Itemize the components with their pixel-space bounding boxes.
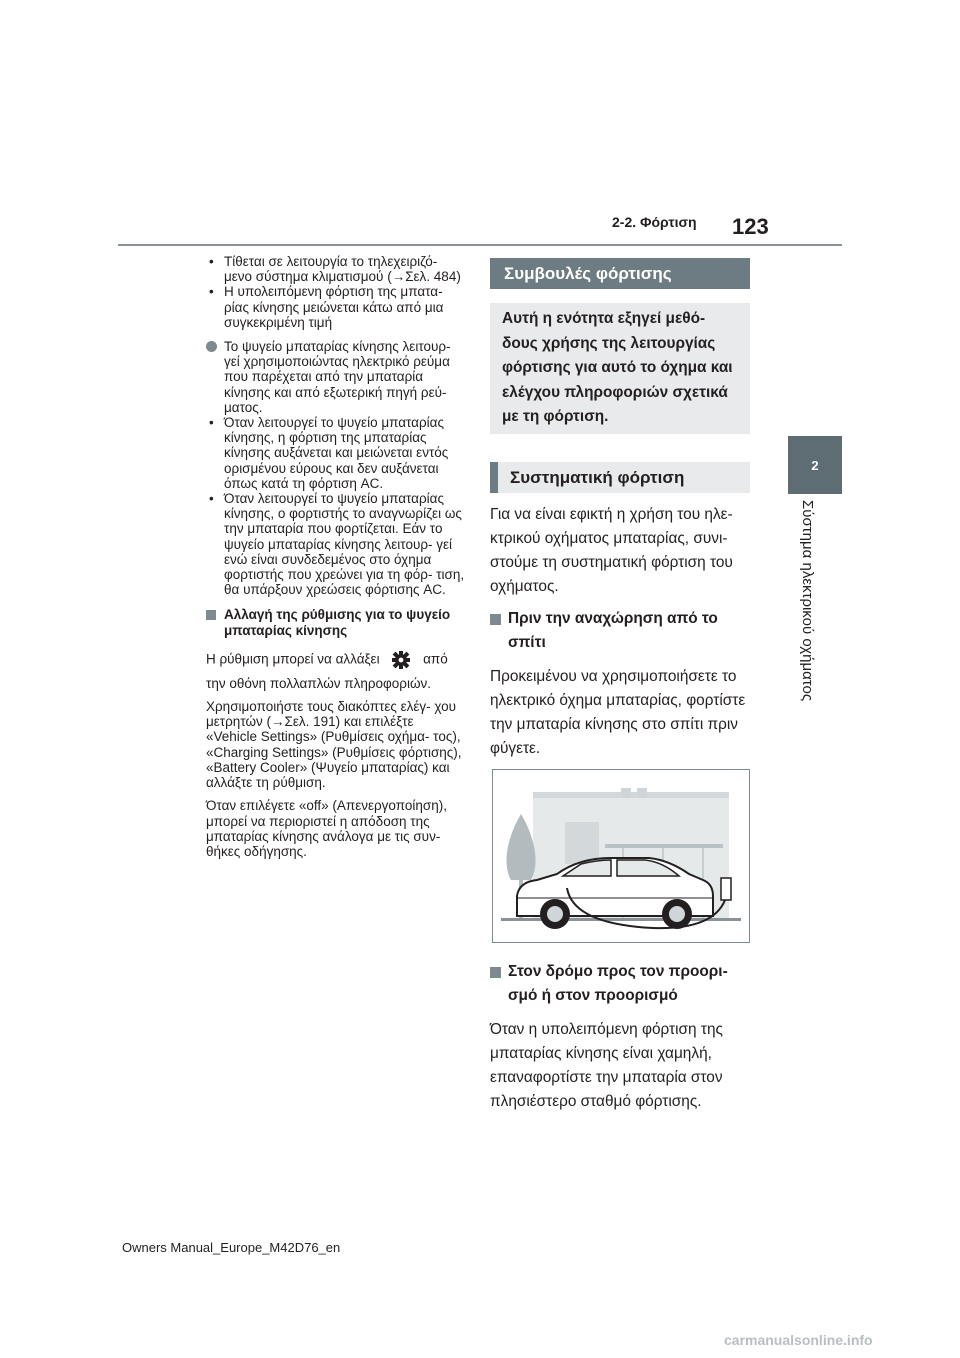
setting-text-before: Η ρύθμιση μπορεί να αλλάξει bbox=[206, 651, 380, 667]
bullet-item: • Η υπολειπόμενη φόρτιση της μπατα- ρίας κίνησης μειώνεται κάτω από μια συγκεκριμένη τιμή bbox=[206, 284, 466, 330]
footer-text: Owners Manual_Europe_M42D76_en bbox=[122, 1240, 341, 1255]
tips-box-intro: Αυτή η ενότητα εξηγεί μεθό- δους χρήσης της λειτουργίας φόρτισης για αυτό το όχημα και ελέγχου πληροφοριών σχετικά με τη φόρτιση. bbox=[490, 303, 750, 434]
setting-line-2: την οθόνη πολλαπλών πληροφοριών. bbox=[206, 675, 431, 691]
bullet-item: • Τίθεται σε λειτουργία το τηλεχειριζό- μενο σύστημα κλιματισμού (→Σελ. 484) bbox=[206, 254, 466, 284]
sub-heading bbox=[206, 607, 466, 637]
left-column bbox=[206, 254, 466, 859]
sub-home-text: Προκειμένου να χρησιμοποιήσετε το ηλεκτρικό όχημα μπαταρίας, φορτίστε την μπαταρία κίνησης στο σπίτι πριν φύγετε. bbox=[490, 667, 746, 757]
chapter-title-tab bbox=[796, 500, 836, 750]
sub-heading-home-text: Πριν την αναχώρηση από το σπίτι bbox=[508, 609, 718, 651]
warning-paragraph: Όταν επιλέγετε «off» (Απενεργοποίηση), μπορεί να περιοριστεί η απόδοση της μπαταρίας κίνησης ανάλογα με τις συν- θήκες οδήγησης. bbox=[206, 798, 447, 859]
circle-bullet-icon bbox=[206, 341, 217, 352]
right-column bbox=[490, 258, 750, 1114]
sub-heading-road bbox=[490, 960, 750, 1008]
sub-road-text: Όταν η υπολειπόμενη φόρτιση της μπαταρίας κίνησης είναι χαμηλή, επαναφορτίστε την μπαταρία στον πλησιέστερο σταθμό φόρτισης. bbox=[490, 1020, 723, 1110]
section-title: 2-2. Φόρτιση bbox=[612, 214, 697, 230]
gear-icon bbox=[391, 650, 411, 670]
section-intro: Για να είναι εφικτή η χρήση του ηλε- κτρικού οχήματος μπαταρίας, συνι- στούμε τη συστηματική φόρτιση του οχήματος. bbox=[490, 505, 733, 595]
tips-box-title: Συμβουλές φόρτισης bbox=[490, 258, 750, 289]
chapter-number-tab: 2 bbox=[788, 436, 842, 494]
chapter-title: Σύστημα ηλεκτρικού οχήματος bbox=[799, 500, 816, 702]
car-charging-illustration bbox=[492, 769, 750, 943]
sub-heading-text: Αλλαγή της ρύθμισης για το ψυγείο μπαταρίας κίνησης bbox=[224, 607, 451, 638]
page-number: 123 bbox=[732, 214, 769, 239]
watermark: carmanualsonline.info bbox=[724, 1332, 873, 1348]
circle-item bbox=[206, 339, 466, 415]
setting-line bbox=[206, 650, 466, 670]
header-rule bbox=[118, 244, 842, 246]
setting-text-after: από bbox=[423, 651, 448, 667]
bullet-item: • Όταν λειτουργεί το ψυγείο μπαταρίας κίνησης, ο φορτιστής το αναγνωρίζει ως την μπαταρία που φορτίζεται. Εάν το ψυγείο μπαταρίας κίνησης λειτουρ- γεί ενώ είναι συνδεδεμένος στο όχημα φορτιστής που χρεώνει για τη φόρ- τιση, θα υπάρξουν χρεώσεις φόρτισης AC. bbox=[206, 491, 466, 597]
section-heading: Συστηματική φόρτιση bbox=[490, 462, 750, 493]
square-bullet-icon bbox=[206, 610, 216, 620]
square-bullet-icon bbox=[490, 967, 501, 978]
sub-heading-home bbox=[490, 607, 750, 655]
circle-item-text: Το ψυγείο μπαταρίας κίνησης λειτουρ- γεί χρησιμοποιώντας ηλεκτρικό ρεύμα που παρέχεται από την μπαταρία κίνησης και από εξωτερική πηγή ρεύ- ματος. bbox=[224, 339, 451, 415]
square-bullet-icon bbox=[490, 614, 501, 625]
sub-heading-road-text: Στον δρόμο προς τον προορι- σμό ή στον προορισμό bbox=[508, 962, 728, 1004]
bullet-item: • Όταν λειτουργεί το ψυγείο μπαταρίας κίνησης, η φόρτιση της μπαταρίας κίνησης αυξάνεται και μειώνεται εντός ορισμένου εύρους και δεν αυξάνεται όπως κατά τη φόρτιση AC. bbox=[206, 415, 466, 491]
instruction-paragraph: Χρησιμοποιήστε τους διακόπτες ελέγ- χου μετρητών (→Σελ. 191) και επιλέξτε «Vehicle Settings» (Ρυθμίσεις οχήμα- τος), «Charging Settings» (Ρυθμίσεις φόρτισης), «Battery Cooler» (Ψυγείο μπαταρίας) και αλλάξτε τη ρύθμιση. bbox=[206, 699, 462, 791]
